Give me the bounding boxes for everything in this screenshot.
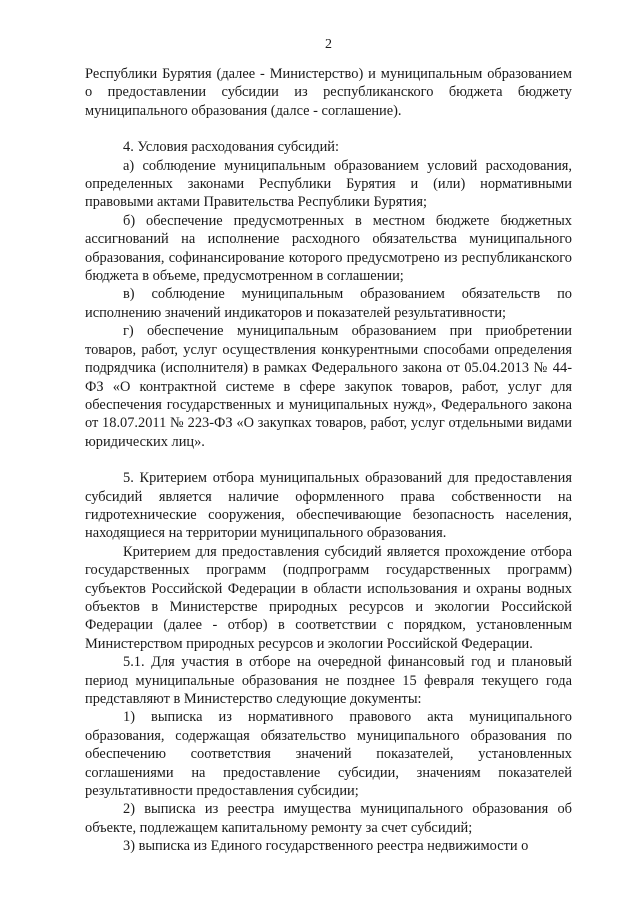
page-number: 2 [325, 37, 332, 52]
list-item-d: г) обеспечение муниципальным образованием при приобретении товаров, работ, услуг осуществления конкурентными способами определения подрядчика (исполнителя) в рамках Федерального закона от 05.04.2013 № 44-ФЗ «О контрактной системе в сфере закупок товаров, работ, услуг для обеспечения государственных и муниципальных нужд», Федерального закона от 18.07.2011 № 223-ФЗ «О закупках товаров, работ, услуг отдельными видами юридических лиц». [85, 323, 572, 450]
list-item-a: а) соблюдение муниципальным образованием условий расходования, определенных законами Республики Бурятия и (или) нормативными правовыми актами Правительства Республики Бурятия; [85, 157, 572, 211]
section-5-1-paragraph: 5.1. Для участия в отборе на очередной финансовый год и плановый период муниципальные образования не позднее 15 февраля текущего года представляют в Министерство следующие документы: [85, 654, 572, 707]
paragraph-continuation: Республики Бурятия (далее - Министерство) и муниципальным образованием о предоставлении субсидии из республиканского бюджета бюджету муниципального образования (далсе - соглашение). [85, 66, 572, 119]
document-item-3: 3) выписка из Единого государственного реестра недвижимости о [123, 838, 529, 855]
selection-criterion-paragraph: Критерием для предоставления субсидий является прохождение отбора государственных программ (подпрограмм государственных программ) субъектов Российской Федерации в области использования и охраны водных объектов в Министерстве природных ресурсов и экологии Российской Федерации (далее - отбор) в соответствии с порядком, установленным Министерством природных ресурсов и экологии Российской Федерации. [85, 543, 572, 652]
document-body [85, 65, 572, 856]
section-5-paragraph: 5. Критерием отбора муниципальных образований для предоставления субсидий является наличие оформленного права собственности на гидротехнические сооружения, обеспечивающие безопасность населения, находящиеся на территории муниципального образования. [85, 470, 572, 542]
section-heading-4: 4. Условия расходования субсидий: [123, 139, 339, 156]
list-item-b: б) обеспечение предусмотренных в местном бюджете бюджетных ассигнований на исполнение расходного обязательства муниципального образования, софинансирование которого предусмотрено из республиканского бюджета в объеме, предусмотренном в соглашении; [85, 212, 572, 285]
document-item-2: 2) выписка из реестра имущества муниципального образования об объекте, подлежащем капитальному ремонту за счет субсидий; [85, 801, 572, 836]
document-item-1: 1) выписка из нормативного правового акта муниципального образования, содержащая обязательство муниципального образования по обеспечению соответствия значений показателей, установленных соглашениями на предоставление субсидии, значениям показателей результативности предоставления субсидии; [85, 709, 572, 800]
list-item-c: в) соблюдение муниципальным образованием обязательств по исполнению значений индикаторов и показателей результативности; [85, 286, 572, 321]
